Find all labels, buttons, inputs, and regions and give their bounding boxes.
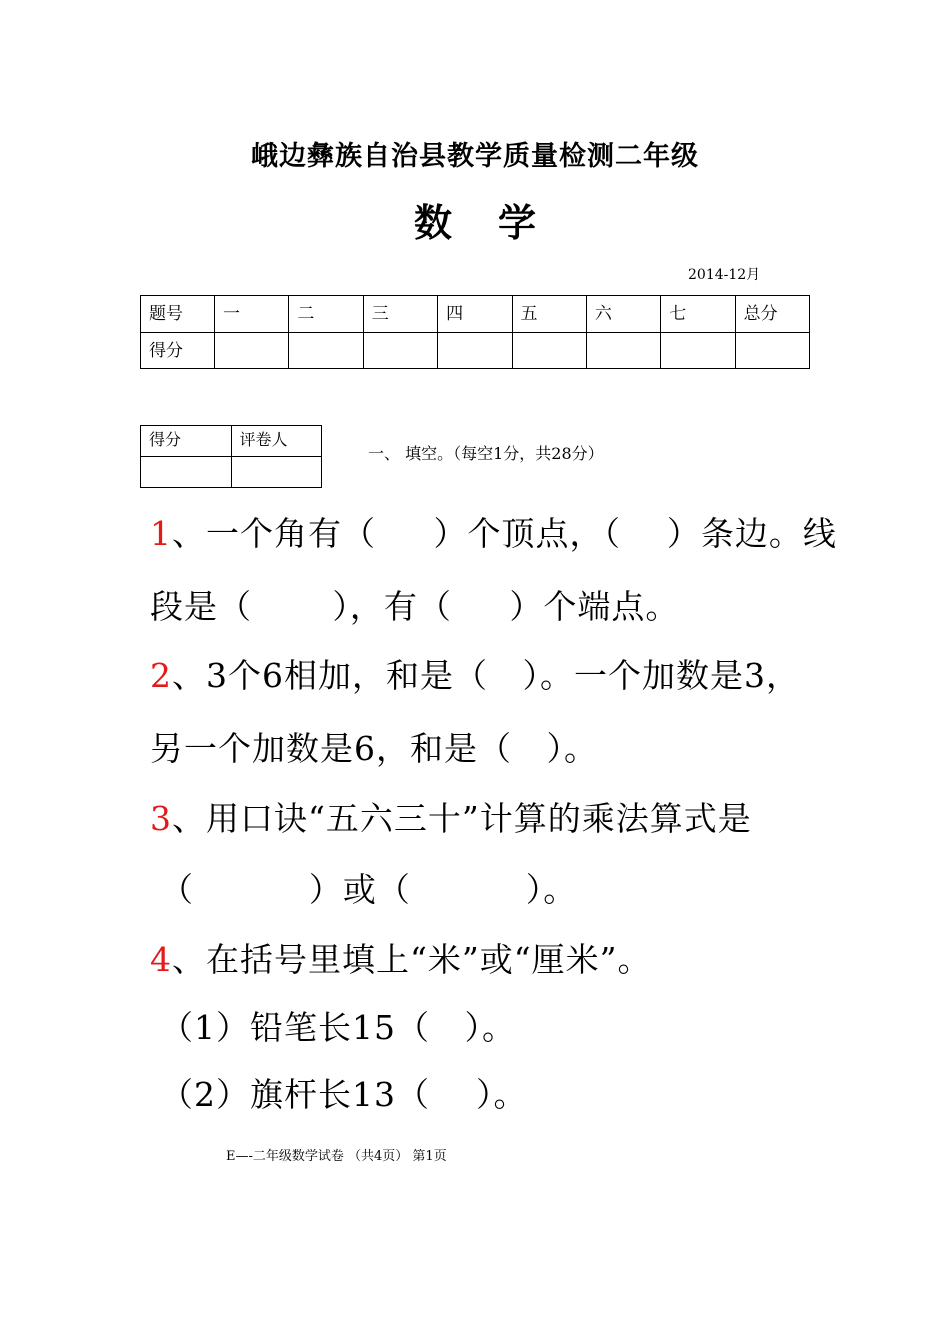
question-2-line-2: 另一个加数是6，和是（ ）。 bbox=[150, 729, 598, 768]
exam-title: 峨边彝族自治县教学质量检测二年级 bbox=[251, 141, 699, 172]
score-cell[interactable] bbox=[735, 332, 809, 369]
subject-char-2: 学 bbox=[498, 201, 537, 245]
question-4-sub-1: （1）铅笔长15（ ）。 bbox=[160, 1008, 516, 1047]
question-text: 、一个角有（ ）个顶点，（ ）条边。线 bbox=[172, 514, 837, 553]
question-1-line-2: 段是（ ），有（ ）个端点。 bbox=[150, 587, 680, 626]
score-cell[interactable] bbox=[438, 332, 512, 369]
score-table bbox=[140, 295, 810, 369]
score-cell[interactable] bbox=[215, 332, 289, 369]
score-cell[interactable] bbox=[289, 332, 363, 369]
grader-box bbox=[140, 425, 322, 488]
grader-score-cell[interactable] bbox=[141, 457, 232, 488]
score-header-cell: 四 bbox=[438, 296, 512, 333]
score-cell[interactable] bbox=[586, 332, 660, 369]
score-table-header-row bbox=[141, 296, 810, 333]
subject-title bbox=[0, 192, 950, 247]
question-number: 3 bbox=[150, 799, 172, 838]
grader-score-label: 得分 bbox=[141, 426, 232, 457]
score-header-cell: 一 bbox=[215, 296, 289, 333]
question-1-line-1 bbox=[150, 514, 837, 554]
question-number: 1 bbox=[150, 514, 172, 553]
score-table-score-row bbox=[141, 332, 810, 369]
grader-name-cell[interactable] bbox=[231, 457, 322, 488]
question-number: 2 bbox=[150, 656, 172, 695]
score-header-cell: 题号 bbox=[141, 296, 215, 333]
section-heading: 一、 填空。（每空1分，共28分） bbox=[368, 444, 604, 463]
question-text: 、在括号里填上“米”或“厘米”。 bbox=[172, 940, 652, 979]
subject-char-1: 数 bbox=[413, 201, 452, 245]
exam-date: 2014-12月 bbox=[688, 267, 761, 283]
question-number: 4 bbox=[150, 940, 172, 979]
score-cell[interactable] bbox=[363, 332, 437, 369]
score-header-cell: 五 bbox=[512, 296, 586, 333]
score-header-cell: 三 bbox=[363, 296, 437, 333]
score-cell[interactable] bbox=[661, 332, 735, 369]
question-4-sub-2: （2）旗杆长13（ ）。 bbox=[160, 1075, 528, 1114]
score-row-label: 得分 bbox=[141, 332, 215, 369]
page-footer: E—-二年级数学试卷 （共4页） 第1页 bbox=[226, 1149, 447, 1164]
question-text: 、用口诀“五六三十”计算的乘法算式是 bbox=[172, 799, 752, 838]
score-header-cell: 总分 bbox=[735, 296, 809, 333]
score-cell[interactable] bbox=[512, 332, 586, 369]
question-3-line-1 bbox=[150, 799, 752, 839]
question-3-line-2: （ ）或（ ）。 bbox=[160, 870, 578, 909]
grader-name-label: 评卷人 bbox=[231, 426, 322, 457]
score-header-cell: 七 bbox=[661, 296, 735, 333]
question-4-line-1 bbox=[150, 940, 651, 980]
score-header-cell: 六 bbox=[586, 296, 660, 333]
question-2-line-1 bbox=[150, 656, 800, 696]
score-header-cell: 二 bbox=[289, 296, 363, 333]
question-text: 、3个6相加，和是（ ）。一个加数是3， bbox=[172, 656, 800, 695]
